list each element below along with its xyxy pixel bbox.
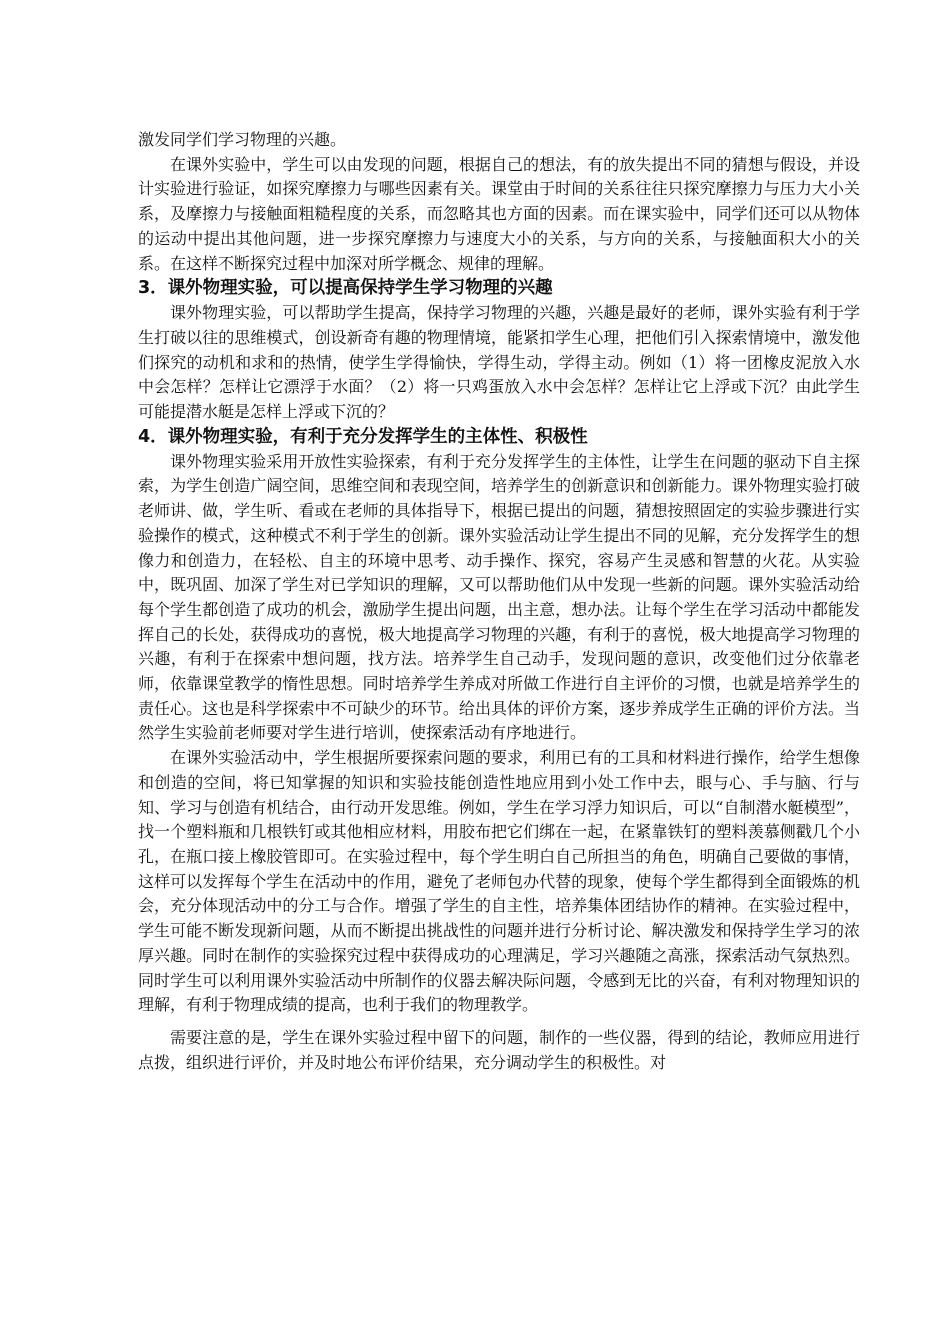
- paragraph-open-experiment: 课外物理实验采用开放性实验探索，有利于充分发挥学生的主体性，让学生在问题的驱动下自主探索，为学生创造广阔空间，思维空间和表现空间，培养学生的创新意识和创新能力。课外物理实验打破老师讲、做，学生听、看或在老师的具体指导下，根据已提出的问题，猜想按照固定的实验步骤进行实验操作的模式，这种模式不利于学生的创新。课外实验活动让学生提出不同的见解，充分发挥学生的想像力和创造力，在轻松、自主的环境中思考、动手操作、探究，容易产生灵感和智慧的火花。从实验中，既巩固、加深了学生对已学知识的理解，又可以帮助他们从中发现一些新的问题。课外实验活动给每个学生都创造了成功的机会，激励学生提出问题，出主意，想办法。让每个学生在学习活动中都能发挥自己的长处，获得成功的喜悦，极大地提高学习物理的兴趣，有利于的喜悦，极大地提高学习物理的兴趣，有利于在探索中想问题，找方法。培养学生自己动手，发现问题的意识，改变他们过分依靠老师，依靠课堂教学的惰性思想。同时培养学生养成对所做工作进行自主评价的习惯，也就是培养学生的责任心。这也是科学探索中不可缺少的环节。给出具体的评价方案，逐步养成学生正确的评价方法。当然学生实验前老师要对学生进行培训，使探索活动有序地进行。: [138, 451, 860, 743]
- document-page: [138, 128, 860, 1075]
- section-heading-4: [138, 425, 860, 450]
- section-number: 3．: [138, 278, 168, 299]
- section-number: 4．: [138, 426, 168, 447]
- section-title: 课外物理实验，有利于充分发挥学生的主体性、积极性: [167, 426, 588, 447]
- paragraph-extracurricular-experiment: 在课外实验中，学生可以由发现的问题，根据自己的想法，有的放失提出不同的猜想与假设，并设计实验进行验证，如探究摩擦力与哪些因素有关。课堂由于时间的关系往往只探究摩擦力与压力大小关系，及摩擦力与接触面粗糙程度的关系，而忽略其也方面的因素。而在课实验中，同学们还可以从物体的运动中提出其他问题，进一步探究摩擦力与速度大小的关系，与方向的关系，与接触面积大小的关系。在这样不断探究过程中加深对所学概念、规律的理解。: [138, 154, 860, 273]
- section-title: 课外物理实验，可以提高保持学生学习物理的兴趣: [167, 278, 553, 299]
- paragraph-activity-example: 在课外实验活动中，学生根据所要探索问题的要求，利用已有的工具和材料进行操作，给学生想像和创造的空间，将已知掌握的知识和实验技能创造性地应用到小处工作中去，眼与心、手与脑、行与知、学习与创造有机结合，由行动开发思维。例如，学生在学习浮力知识后，可以“自制潜水艇模型”，找一个塑料瓶和几根铁钉或其他相应材料，用胶布把它们绑在一起，在紧靠铁钉的塑料羡慕侧戳几个小孔，在瓶口接上橡胶管即可。在实验过程中，每个学生明白自己所担当的角色，明确自己要做的事情，这样可以发挥每个学生在活动中的作用，避免了老师包办代替的现象，使每个学生都得到全面锻炼的机会，充分体现活动中的分工与合作。增强了学生的自主性，培养集体团结协作的精神。在实验过程中，学生可能不断发现新问题，从而不断提出挑战性的问题并进行分析讨论、解决激发和保持学生学习的浓厚兴趣。同时在制作的实验探究过程中获得成功的心理满足，学习兴趣随之高涨，探索活动气氛热烈。同时学生可以利用课外实验活动中所制作的仪器去解决际问题，令感到无比的兴奋，有利对物理知识的理解，有利于物理成绩的提高，也利于我们的物理教学。: [138, 748, 860, 1015]
- paragraph-note: 需要注意的是，学生在课外实验过程中留下的问题，制作的一些仪器，得到的结论，教师应用进行点拨，组织进行评价，并及时地公布评价结果，充分调动学生的积极性。对: [138, 1027, 860, 1072]
- paragraph-interest: 课外物理实验，可以帮助学生提高，保持学习物理的兴趣，兴趣是最好的老师，课外实验有利于学生打破以往的思维模式，创设新奇有趣的物理情境，能紧扣学生心理，把他们引入探索情境中，激发他们探究的动机和求和的热情，使学生学得愉快，学得生动，学得主动。例如（1）将一团橡皮泥放入水中会怎样？怎样让它漂浮于水面？（2）将一只鸡蛋放入水中会怎样？怎样让它上浮或下沉？由此学生可能提潜水艇是怎样上浮或下沉的？: [138, 303, 860, 422]
- section-heading-3: [138, 276, 860, 301]
- paragraph-continuation: 激发同学们学习物理的兴趣。: [138, 130, 347, 149]
